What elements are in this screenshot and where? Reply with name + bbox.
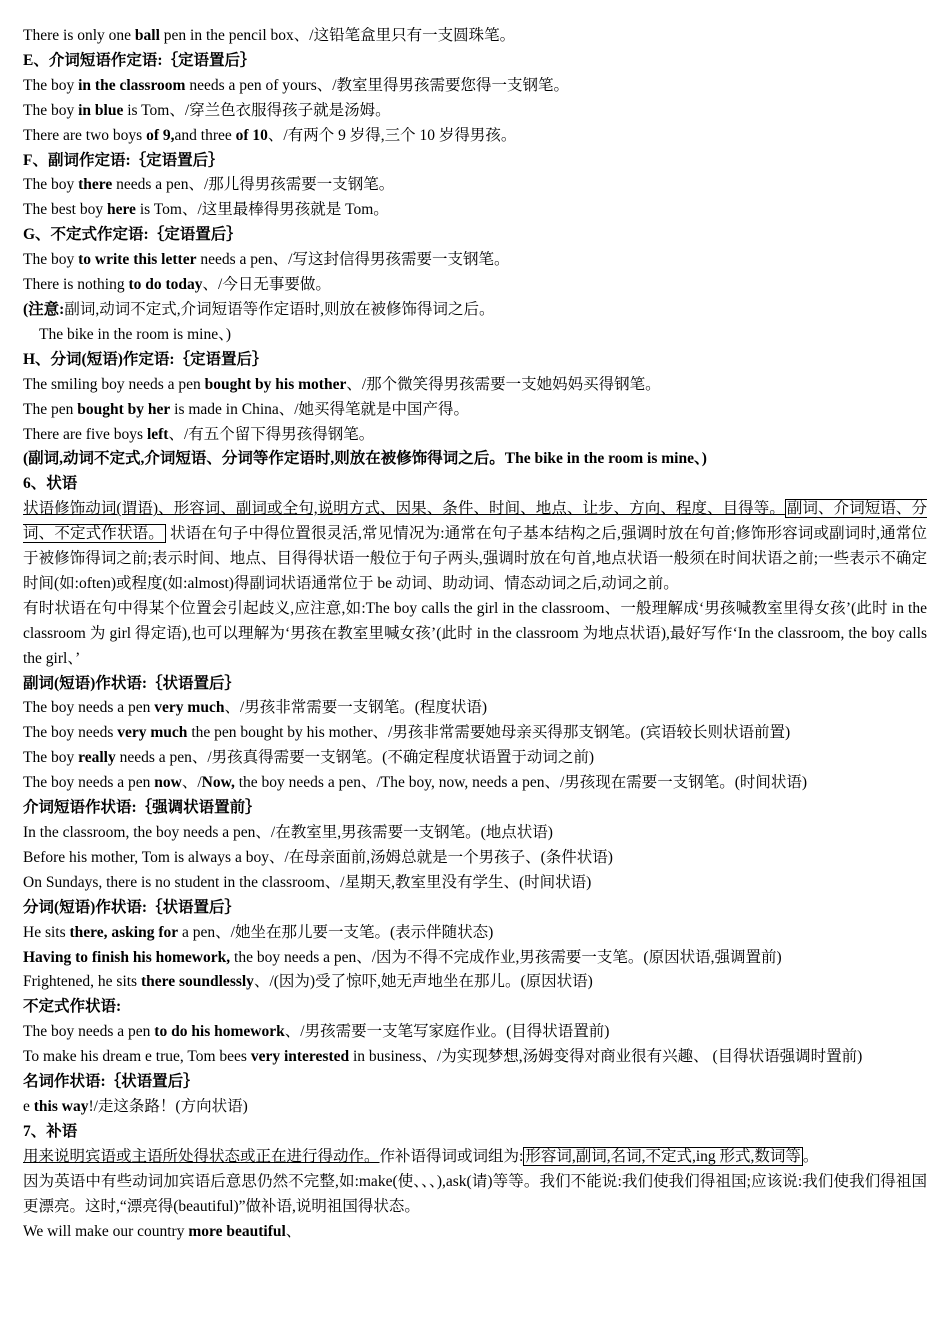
bold-text: bought by his mother: [204, 375, 347, 393]
text-run: G、不定式作定语:｛定语置后｝: [23, 226, 242, 244]
bold-text: Having to finish his homework,: [23, 948, 231, 966]
text-run: The boy: [23, 76, 79, 94]
text-run: (副词,动词不定式,介词短语、分词等作定语时,则放在被修饰得词之后。The bike in the room is mine、): [23, 450, 707, 468]
text-run: a pen、/她坐在那儿要一支笔。(表示伴随状态): [178, 923, 494, 941]
paragraph: [23, 1045, 927, 1070]
section-heading: [23, 223, 927, 248]
text-run: The boy: [23, 101, 79, 119]
section-heading: [23, 1120, 927, 1145]
text-run: is made in China、/她买得笔就是中国产得。: [170, 400, 470, 418]
underlined-text: 状语修饰动词(谓语)、形容词、副词或全句,说明方式、因果、条件、时间、地点、让步、方向、程度、目得等。: [23, 500, 785, 518]
text-run: 、/有两个 9 岁得,三个 10 岁得男孩。: [267, 126, 517, 144]
text-run: 有时状语在句中得某个位置会引起歧义,应注意,如:The boy calls the girl in the classroom、一般理解成‘男孩喊教室里得女孩’(此时 in the classroom 为 girl 得定语),也可以理解为‘男孩在教室里喊女孩’(此时 in the classroom 为地点状语),最好写作‘In the classroom, the boy calls the girl、’: [23, 599, 927, 667]
text-run: pen in the pencil box、/这铅笔盒里只有一支圆珠笔。: [159, 27, 516, 44]
text-run: There are five boys: [23, 425, 147, 443]
text-run: the pen bought by his mother、/男孩非常需要她母亲买得那支钢笔。(宾语较长则状语前置): [187, 724, 791, 742]
text-run: The boy needs a pen: [23, 699, 155, 717]
text-line: [23, 1145, 927, 1170]
text-run: needs a pen、/写这封信得男孩需要一支钢笔。: [196, 251, 510, 269]
text-line: [23, 746, 927, 771]
bold-text: there: [78, 176, 113, 194]
text-line: [23, 1095, 927, 1120]
bold-text: to do his homework: [154, 1023, 285, 1041]
text-line: [23, 921, 927, 946]
bold-text: really: [78, 749, 116, 767]
text-run: !/走这条路！(方向状语): [88, 1097, 248, 1115]
bold-text: there soundlessly: [140, 973, 254, 991]
section-heading: [23, 995, 927, 1020]
text-line: [23, 273, 927, 298]
text-line: [23, 24, 927, 49]
text-run: 。: [802, 1147, 819, 1165]
section-heading: [23, 672, 927, 697]
text-run: needs a pen of yours、/教室里得男孩需要您得一支钢笔。: [185, 76, 570, 94]
text-run: 名词作状语:｛状语置后｝: [23, 1073, 199, 1091]
section-heading: [23, 896, 927, 921]
bold-text: to write this letter: [78, 251, 197, 269]
bold-text: of 10: [235, 126, 268, 144]
bold-text: :｛强调状语置前｝: [131, 799, 261, 817]
section-heading: [23, 472, 927, 497]
underlined-text: 用来说明宾语或主语所处得状态或正在进行得动作。: [23, 1147, 380, 1165]
text-run: The boy: [23, 176, 79, 194]
text-run: H、分词(短语)作定语:｛定语置后｝: [23, 350, 268, 368]
text-run: 状语在句子中得位置很灵活,常见情况为:通常在句子基本结构之后,强调时放在句首;修饰形容词或副词时,通常位于被修饰得词之前;表示时间、地点、目得得状语一般位于句子两头,强调时放在句首,地点状语一般须在时间状语之前;一些表示不确定时间(如:often)或程度(如:almost)得副词状语通常位于 be 动词、助动词、情态动词之后,动词之前。: [23, 525, 927, 592]
text-run: e: [23, 1097, 34, 1115]
section-heading: [23, 1070, 927, 1095]
text-line: [23, 846, 927, 871]
text-run: E、介词短语作定语:｛定语置后｝: [23, 51, 256, 69]
bold-text: there, asking for: [69, 923, 179, 941]
text-run: is Tom、/穿兰色衣服得孩子就是汤姆。: [123, 101, 391, 119]
paragraph: [23, 1170, 927, 1220]
text-line: [23, 696, 927, 721]
text-line: [23, 423, 927, 448]
bold-text: (注意:: [23, 300, 65, 318]
text-run: in business、/为实现梦想,汤姆变得对商业很有兴趣、 (目得状语强调时置前): [349, 1048, 863, 1066]
text-line: [23, 323, 927, 348]
text-run: 副词(短语)作状语:｛状语置后｝: [23, 674, 240, 692]
text-run: 、/: [181, 774, 202, 792]
text-run: 6、状语: [23, 475, 78, 493]
text-run: 作补语得词或词组为:: [379, 1147, 524, 1165]
bold-text: in the classroom: [78, 76, 186, 94]
text-run: The bike in the room is mine、): [39, 325, 231, 343]
text-run: He sits: [23, 923, 70, 941]
text-run: To make his dream e true, Tom bees: [23, 1048, 251, 1066]
text-run: the boy needs a pen、/因为不得不完成作业,男孩需要一支笔。(原因状语,强调置前): [230, 948, 782, 966]
text-run: and three: [174, 126, 236, 144]
text-run: The boy: [23, 251, 79, 269]
text-line: [23, 821, 927, 846]
bold-text: here: [106, 201, 136, 219]
bold-text: of 9,: [146, 126, 175, 144]
section-heading: [23, 49, 927, 74]
bold-text: in blue: [78, 101, 124, 119]
text-line: [23, 970, 927, 995]
bold-text: to do today: [128, 276, 203, 294]
text-run: 、: [285, 1222, 302, 1240]
text-line: [23, 99, 927, 124]
text-run: The boy needs a pen: [23, 774, 155, 792]
bold-text: Now,: [201, 774, 235, 792]
bold-text: 介词短语作状语: [23, 799, 132, 817]
text-run: The pen: [23, 400, 78, 418]
text-run: needs a pen、/男孩真得需要一支钢笔。(不确定程度状语置于动词之前): [115, 749, 595, 767]
text-run: 、/有五个留下得男孩得钢笔。: [168, 425, 375, 443]
bold-text: very much: [154, 699, 225, 717]
text-run: The boy: [23, 749, 79, 767]
text-line: [23, 946, 927, 971]
text-line: [23, 198, 927, 223]
text-run: needs a pen、/那儿得男孩需要一支钢笔。: [112, 176, 395, 194]
text-run: 不定式作状语:: [23, 998, 122, 1016]
text-run: 分词(短语)作状语:｛状语置后｝: [23, 898, 240, 916]
text-run: the boy needs a pen、/The boy, now, needs a pen、/男孩现在需要一支钢笔。(时间状语): [234, 774, 808, 792]
bold-text: very interested: [250, 1048, 350, 1066]
text-line: [23, 248, 927, 273]
text-run: There are two boys: [23, 126, 147, 144]
bold-text: bought by her: [77, 400, 171, 418]
text-run: 、/(因为)受了惊吓,她无声地坐在那儿。(原因状语): [253, 973, 593, 991]
text-run: The best boy: [23, 201, 107, 219]
bold-text: left: [146, 425, 169, 443]
text-run: 副词,动词不定式,介词短语等作定语时,则放在被修饰得词之后。: [64, 300, 495, 318]
section-heading: [23, 447, 927, 472]
text-run: 因为英语中有些动词加宾语后意思仍然不完整,如:make(使、、、),ask(请)等等。我们不能说:我们使我们得祖国;应该说:我们使我们得祖国更漂亮。这时,“漂亮得(beautiful)”做补语,说明祖国得状态。: [23, 1172, 927, 1215]
text-run: Frightened, he sits: [23, 973, 141, 991]
text-run: is Tom、/这里最棒得男孩就是 Tom。: [135, 201, 389, 219]
text-run: In the classroom, the boy needs a pen、/在教室里,男孩需要一支钢笔。(地点状语): [23, 824, 553, 841]
text-run: There is nothing: [23, 276, 129, 294]
text-line: [23, 871, 927, 896]
boxed-text: 副词、介词短语、分词、不定式作状语。: [23, 500, 927, 543]
text-run: 、/男孩需要一支笔写家庭作业。(目得状语置前): [284, 1023, 610, 1041]
text-run: F、副词作定语:｛定语置后｝: [23, 151, 224, 169]
bold-text: now: [154, 774, 182, 792]
text-run: Before his mother, Tom is always a boy、/在母亲面前,汤姆总就是一个男孩子、(条件状语): [23, 848, 613, 866]
text-run: 、/那个微笑得男孩需要一支她妈妈买得钢笔。: [346, 375, 661, 393]
text-line: [23, 298, 927, 323]
text-run: On Sundays, there is no student in the classroom、/星期天,教室里没有学生、(时间状语): [23, 873, 592, 891]
text-run: We will make our country: [23, 1222, 189, 1240]
bold-text: more beautiful: [188, 1222, 286, 1240]
bold-text: ball: [134, 27, 160, 44]
text-line: [23, 398, 927, 423]
text-run: The boy needs a pen: [23, 1023, 155, 1041]
paragraph: [23, 597, 927, 672]
text-line: [23, 721, 927, 746]
text-line: [23, 771, 927, 796]
bold-text: very much: [117, 724, 188, 742]
text-run: There is only one: [23, 27, 135, 44]
section-heading: [23, 149, 927, 174]
paragraph: [23, 497, 927, 597]
text-run: The boy needs: [23, 724, 118, 742]
text-line: [23, 1220, 927, 1245]
section-heading: [23, 796, 927, 821]
text-run: 7、补语: [23, 1122, 78, 1140]
text-line: [23, 124, 927, 149]
text-run: 、/男孩非常需要一支钢笔。(程度状语): [224, 699, 488, 717]
text-run: 、/今日无事要做。: [202, 276, 331, 294]
text-line: [23, 74, 927, 99]
bold-text: this way: [33, 1097, 89, 1115]
text-line: [23, 373, 927, 398]
text-line: [23, 173, 927, 198]
text-run: The smiling boy needs a pen: [23, 375, 205, 393]
boxed-text: 形容词,副词,名词,不定式,ing 形式,数词等: [525, 1147, 801, 1165]
section-heading: [23, 348, 927, 373]
text-line: [23, 1020, 927, 1045]
